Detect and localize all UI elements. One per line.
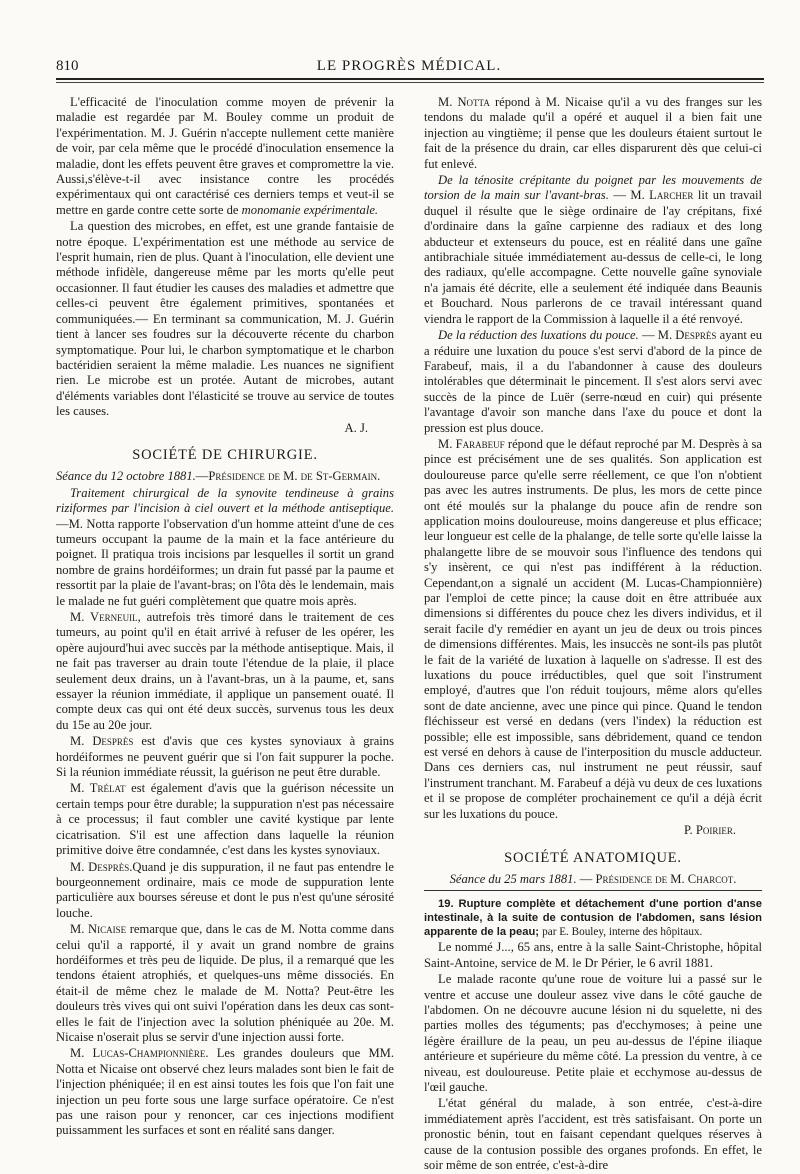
right-column <box>424 95 762 1174</box>
paragraph: De la réduction des luxations du pouce. — M. Desprès ayant eu a réduire une luxation du pouce s'est servi d'abord de la pince de Farabeuf, mais, il a du l'abandonner à cause des douleurs intolérables que déterminait le pincement. Il s'est alors servi avec succès de la pince de Luër (serre-nœud en cuir) qui présente l'avantage d'avoir son manche dans l'axe du pouce et dont la pression est plus douce. <box>424 328 762 435</box>
paragraph: M. Desprès est d'avis que ces kystes synoviaux à grains hordéiformes ne peuvent guérir que si l'on fait suppurer la poche. Si la réunion immédiate réussit, la guérison ne peut être durable. <box>56 734 394 780</box>
paragraph: M. Trélat est également d'avis que la guérison nécessite un certain temps pour être durable; la suppuration n'est pas nécessaire à ce processus; il faut combler une cavité kystique par lente cicatrisation. S'il est une affection dans laquelle la réunion primitive doive être condamnée, c'est dans les kystes synoviaux. <box>56 781 394 858</box>
paragraph: L'état général du malade, à son entrée, c'est-à-dire immédiatement après l'accident, est très satisfaisant. On porte un pronostic bénin, tout en faisant cependant quelques réserves à cause de la contusion possible des organes profonds. En effet, le soir même de son entrée, c'est-à-dire <box>424 1096 762 1172</box>
header-rule-thin <box>56 82 764 83</box>
paragraph: Traitement chirurgical de la synovite tendineuse à grains riziformes par l'incision à ciel ouvert et la méthode antiseptique.—M. Notta rapporte l'observation d'un homme atteint d'une de ces tumeurs occupant la paume de la main et la face antérieure du poignet. Il pratiqua trois incisions par lesquelles il sortit un grand nombre de grains hordéiformes; un drain fut passé par la paume et ressortit par la plaie de l'avant-bras; on l'ôta dès le lendemain, mais le malade ne fut guéri complètement que quatre mois après. <box>56 485 394 608</box>
session-line: Séance du 12 octobre 1881.—Présidence de M. de St-Germain. <box>56 469 381 484</box>
paragraph: M. Desprès.Quand je dis suppuration, il ne faut pas entendre le bourgeonnement ordinaire, mais ce mode de suppuration lente particulière aux bourses séreuse et dont le pus n'est qu'une sérosité louche. <box>56 859 394 920</box>
observation-heading: 19. Rupture complète et détachement d'une portion d'anse intestinale, à la suite de contusion de l'abdomen, sans lésion apparente de la peau; par E. Bouley, interne des hôpitaux. <box>424 898 762 939</box>
signature: P. Poirier. <box>683 823 736 838</box>
session-line: Séance du 25 mars 1881. — Présidence de M. Charcot. <box>424 872 762 891</box>
running-title: LE PROGRÈS MÉDICAL. <box>316 58 502 74</box>
paragraph: Le nommé J..., 65 ans, entre à la salle Saint-Christophe, hôpital Saint-Antoine, service de M. le Dr Périer, le 6 avril 1881. <box>424 940 762 970</box>
paragraph: M. Verneuil, autrefois très timoré dans le traitement de ces tumeurs, au point qu'il en était arrivé à refuser de les opérer, les opère aujourd'hui avec succès par la méthode antiseptique. Mais, il ne fait pas traverser au drain toute l'étendue de la plaie, il place seulement deux drains, un à l'avant-bras, un à la paume, et, sans essayer la réunion immédiate, il applique un pansement ouaté. Il compte deux cas qui ont été deux succès, survenus tous les deux du 15e au 20e jour. <box>56 610 394 732</box>
signature: A. J. <box>344 420 368 435</box>
paragraph: La question des microbes, en effet, est une grande fantaisie de notre époque. L'expérimentation est une méthode au service de l'esprit humain, rien de plus. Quant à l'inoculation, elle devient une méthode infidèle, dangereuse même par les morts qu'elle peut occasionner. Il faut étudier les causes des maladies et admettre que celles-ci peuvent être également primitives, spontanées et communiquées.— En terminant sa communication, M. J. Guérin tient à lancer ses foudres sur la découverte récente du charbon symptomatique. Pour lui, le charbon symptomatique et le charbon bactéridien seraient la même maladie. Les nuances ne signifient rien. Le microbe est un protée. Autant de microbes, autant d'éléments variables dont l'élasticité se trouve au service de toutes les causes. <box>56 219 394 419</box>
paragraph: L'efficacité de l'inoculation comme moyen de prévenir la maladie est regardée par M. Bouley comme un produit de l'expérimentation. M. J. Guérin n'accepte nullement cette manière de voir, par cela même que le procédé d'inoculation ensemence la maladie, dont les effets peuvent être graves et compromettre la vie. Aussi,s'élève-t-il avec insistance contre les procédés expérimentaux qui ont caractérisé ces derniers temps et veut-il se mettre en garde contre cette sorte de monomanie expérimentale. <box>56 95 394 217</box>
paragraph: M. Nicaise remarque que, dans le cas de M. Notta comme dans celui qu'il a rapporté, il y avait un grand nombre de grains hordéiformes et très peu de liquide. De plus, il a remarqué que les tendons étaient atrophiés, et quelques-uns même dissociés. En était-il de même chez le malade de M. Notta? Peut-être les douleurs très vives qui ont suivi l'opération dans les deux cas sont-elles le fait de l'injection avec la solution phéniquée au 20e. M. Nicaise n'oserait plus se servir d'une injection aussi forte. <box>56 922 394 1044</box>
header-rule <box>56 78 764 80</box>
paragraph: M. Farabeuf répond que le défaut reproché par M. Desprès à sa pince est précisément une de ses qualités. Son application est douloureuse parce qu'elle serre réellement, ce que l'on n'obtient pas avec les autres instruments. De plus, les mors de cette pince ont été moulés sur la phalange du pouce afin de rendre son application moins douloureuse, moins dangereuse et plus efficace; leur longueur est celle de la phalange, de telle sorte qu'elle laisse la phalangette libre de se mouvoir sous l'influence des tendons qui s'y insèrent, ce qui n'est pas indifférent à la réduction. Cependant,on a signalé un accident (M. Lucas-Championnière) par l'emploi de cette pince; la cause doit en être attribuée aux dimensions si différentes du pouce chez les divers individus, et il serait facile d'y remédier en ayant un jeu de deux ou trois pinces de dimensions différentes. Mais, les insuccès ne sont-ils pas plutôt le fait de la variété de luxation à laquelle on s'adresse. Il est des luxations du pouce irréductibles, quel que soit l'instrument employé, d'autres que l'on réduit toujours, même alors qu'elles sont de date ancienne, avec une pince qui pince. Quand le tendon fléchisseur est versé en dedans (vers l'index) la réduction est possible; elle est impossible, sans débridement, quand ce tendon est versé en dehors à cause de l'interposition du muscle adducteur. Dans ces derniers cas, nul instrument ne peut réussir, sauf l'instrument tranchant. M. Farabeuf a déjà vu deux de ces luxations et il se propose de compléter prochainement ce qu'il a déjà écrit sur les luxations du pouce. <box>424 436 763 821</box>
paragraph: De la ténosite crépitante du poignet par les mouvements de torsion de la main sur l'avant-bras. — M. Larcher lit un travail duquel il résulte que le siège ordinaire de l'ay crépitans, fixé d'ordinaire dans la gaîne carpienne des radiaux et des long abducteur et extenseurs du pouce, est en réalité dans une gaîne antibrachiale située immédiatement au-dessus de celle-ci, le long des radiaux, qu'elle accompagne. Cette nouvelle gaîne synoviale n'a jamais été décrite, elle a seulement été indiquée dans Beaunis et Bouchard. Nous parlerons de ce travail intéressant quand viendra le rapport de la Commission à laquelle il a été renvoyé. <box>424 173 763 326</box>
page-header <box>56 58 762 78</box>
section-title-chirurgie: SOCIÉTÉ DE CHIRURGIE. <box>132 446 318 463</box>
page-number: 810 <box>56 58 79 74</box>
section-title-anatomique: SOCIÉTÉ ANATOMIQUE. <box>504 849 682 866</box>
paragraph: M. Lucas-Championnière. Les grandes douleurs que MM. Notta et Nicaise ont observé chez leurs malades sont bien le fait de l'injection phéniquée; il en est ainsi toutes les fois que l'on fait une injection un peu forte sous une large surface opératoire. Ce n'est pas une raison pour y renoncer, car ces injections modifient puissamment les surfaces et sont en réalité sans danger. <box>56 1046 394 1138</box>
paragraph: Le malade raconte qu'une roue de voiture lui a passé sur le ventre et accuse une douleur assez vive dans le côté gauche de l'abdomen. On ne découvre aucune lésion ni du squelette, ni des parties molles des téguments; pas d'ecchymoses; à peine une légère éraillure de la peau, un peu au-dessus de l'épine iliaque antérieure et supérieure du même côté. La pression du ventre, à ce niveau, est douloureuse. Petite plaie et ecchymose au-dessus de l'œil gauche. <box>424 972 762 1094</box>
paragraph: M. Notta répond à M. Nicaise qu'il a vu des franges sur les tendons du malade qu'il a opéré et auquel il a bien fait une injection au vingtième; il pense que les douleurs étaient surtout le fait de la présence du drain, car elles disparurent dès que celui-ci fut enlevé. <box>424 95 762 171</box>
left-column <box>56 95 394 1140</box>
